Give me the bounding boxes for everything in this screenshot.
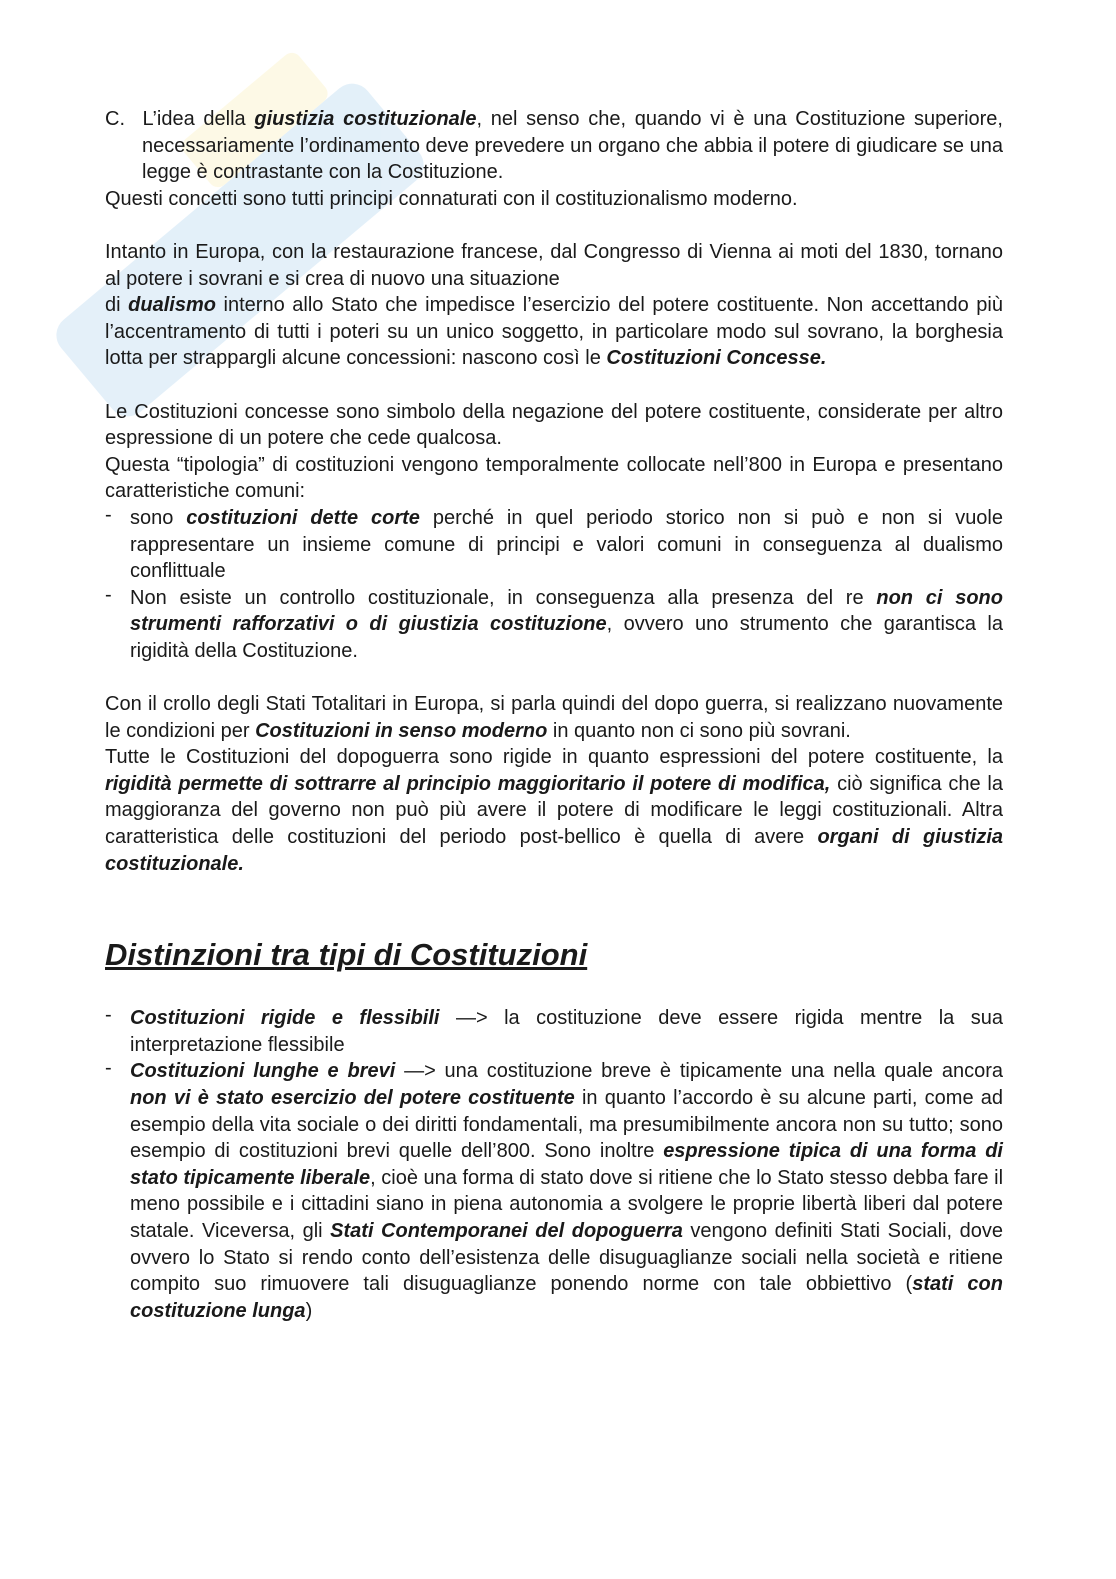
list-item <box>105 505 1003 585</box>
text-segment: interno allo Stato che impedisce l’esercizio del potere costituente. Non accettando più l’accentramento di tutti i poteri su un unico soggetto, in particolare modo sul sovrano, la borghesia lotta per strappargli alcune concessioni: nascono così le <box>105 294 1003 370</box>
text-segment: C. <box>105 108 125 130</box>
text-segment: perché in quel periodo storico non si può e non si vuole rappresentare un insieme comune di principi e valori comuni in conseguenza al dualismo conflittuale <box>130 506 1003 583</box>
text-segment: - <box>105 503 112 526</box>
list-item-c <box>105 106 1003 186</box>
paragraph: Questa “tipologia” di costituzioni vengono temporalmente collocate nell’800 in Europa e presentano caratteristiche comuni: <box>105 453 1003 503</box>
emphasis-text: non vi è stato esercizio del potere costituente <box>130 1087 575 1109</box>
text-segment: L’idea della <box>142 108 255 130</box>
emphasis-text: Costituzioni lunghe e brevi <box>130 1060 396 1083</box>
paragraph <box>105 239 1003 372</box>
text-segment: di <box>105 294 129 317</box>
text-segment <box>105 372 1003 399</box>
section-heading: Distinzioni tra tipi di Costituzioni <box>105 937 588 973</box>
emphasis-text: organi di giustizia costituzionale. <box>105 826 1003 875</box>
emphasis-text: costituzioni dette corte <box>186 506 420 529</box>
paragraph <box>105 691 1003 744</box>
text-segment <box>105 212 1003 239</box>
text-segment: , cioè una forma di stato dove si ritiene che lo Stato stesso debba fare il meno possibile e i cittadini siano in piena autonomia a svolgere le proprie libertà liberi dal potere statale. Viceversa, gli <box>130 1166 1004 1242</box>
paragraph <box>105 744 1003 877</box>
emphasis-text: Costituzioni Concesse. <box>606 347 827 370</box>
text-segment: , ovvero uno strumento che garantisca la rigidità della Costituzione. <box>130 613 1003 662</box>
text-segment: —> la costituzione deve essere rigida mentre la sua interpretazione flessibile <box>130 1007 1003 1056</box>
text-segment: , nel senso che, quando vi è una Costituzione superiore, necessariamente l’ordinamento deve prevedere un organo che abbia il potere di giudicare se una legge è contrastante con la Costituzione. <box>142 108 1003 184</box>
emphasis-text: Costituzioni in senso moderno <box>255 719 548 742</box>
text-segment: - <box>105 1004 112 1027</box>
text-segment: - <box>105 1057 112 1080</box>
list-item <box>105 1005 1003 1058</box>
emphasis-text: espressione tipica di una forma di stato tipicamente liberale <box>130 1140 1003 1189</box>
emphasis-text: Costituzioni rigide e flessibili <box>130 1007 440 1030</box>
text-segment <box>105 106 1003 1324</box>
emphasis-text: non ci sono strumenti rafforzativi o di giustizia costituzione <box>130 586 1003 636</box>
text-segment: Con il crollo degli Stati Totalitari in Europa, si parla quindi del dopo guerra, si realizzano nuovamente le condizioni per <box>105 693 1003 742</box>
text-segment: in quanto non ci sono più sovrani. <box>547 719 851 742</box>
paragraph: Le Costituzioni concesse sono simbolo della negazione del potere costituente, considerate per altro espressione di un potere che cede qualcosa. <box>105 400 1003 450</box>
text-segment: Non esiste un controllo costituzionale, in conseguenza alla presenza del re <box>130 586 877 609</box>
list-item <box>105 585 1003 665</box>
text-segment: Intanto in Europa, con la restaurazione francese, dal Congresso di Vienna ai moti del 1830, tornano al potere i sovrani e si crea di nuovo una situazione <box>105 240 1003 290</box>
text-segment: - <box>105 583 112 606</box>
text-segment: Tutte le Costituzioni del dopoguerra sono rigide in quanto espressioni del potere costituente, la <box>105 746 1003 769</box>
text-segment: in quanto l’accordo è su alcune parti, come ad esempio della vita sociale o dei diritti fondamentali, ma presumibilmente ancora non su tutto; sono esempio di costituzioni brevi quelle dell’800. Sono inoltre <box>130 1087 1004 1163</box>
paragraph: Questi concetti sono tutti principi connaturati con il costituzionalismo moderno. <box>105 187 798 210</box>
text-segment: ) <box>305 1299 313 1322</box>
emphasis-text: rigidità permette di sottrarre al principio maggioritario il potere di modifica, <box>105 772 831 795</box>
emphasis-text: stati con costituzione lunga <box>130 1273 1003 1322</box>
list-item <box>105 1058 1003 1324</box>
text-segment: ciò significa che la maggioranza del governo non può più avere il potere di modificare le leggi costituzionali. Altra caratteristica delle costituzioni del periodo post-bellico è quella di avere <box>105 772 1003 849</box>
emphasis-text: Stati Contemporanei del dopoguerra <box>330 1219 683 1242</box>
text-segment: vengono definiti Stati Sociali, dove ovvero lo Stato si rendo conto dell’esistenza delle disuguaglianze sociali nella società e ritiene compito suo rimuovere tali disuguaglianze ponendo norme con tale obbiettivo ( <box>130 1219 1004 1296</box>
text-segment: sono <box>130 506 187 529</box>
text-segment: —> una costituzione breve è tipicamente una nella quale ancora <box>395 1060 1003 1083</box>
text-segment <box>105 664 1003 691</box>
emphasis-text: dualismo <box>128 294 216 317</box>
emphasis-text: giustizia costituzionale <box>254 108 477 130</box>
